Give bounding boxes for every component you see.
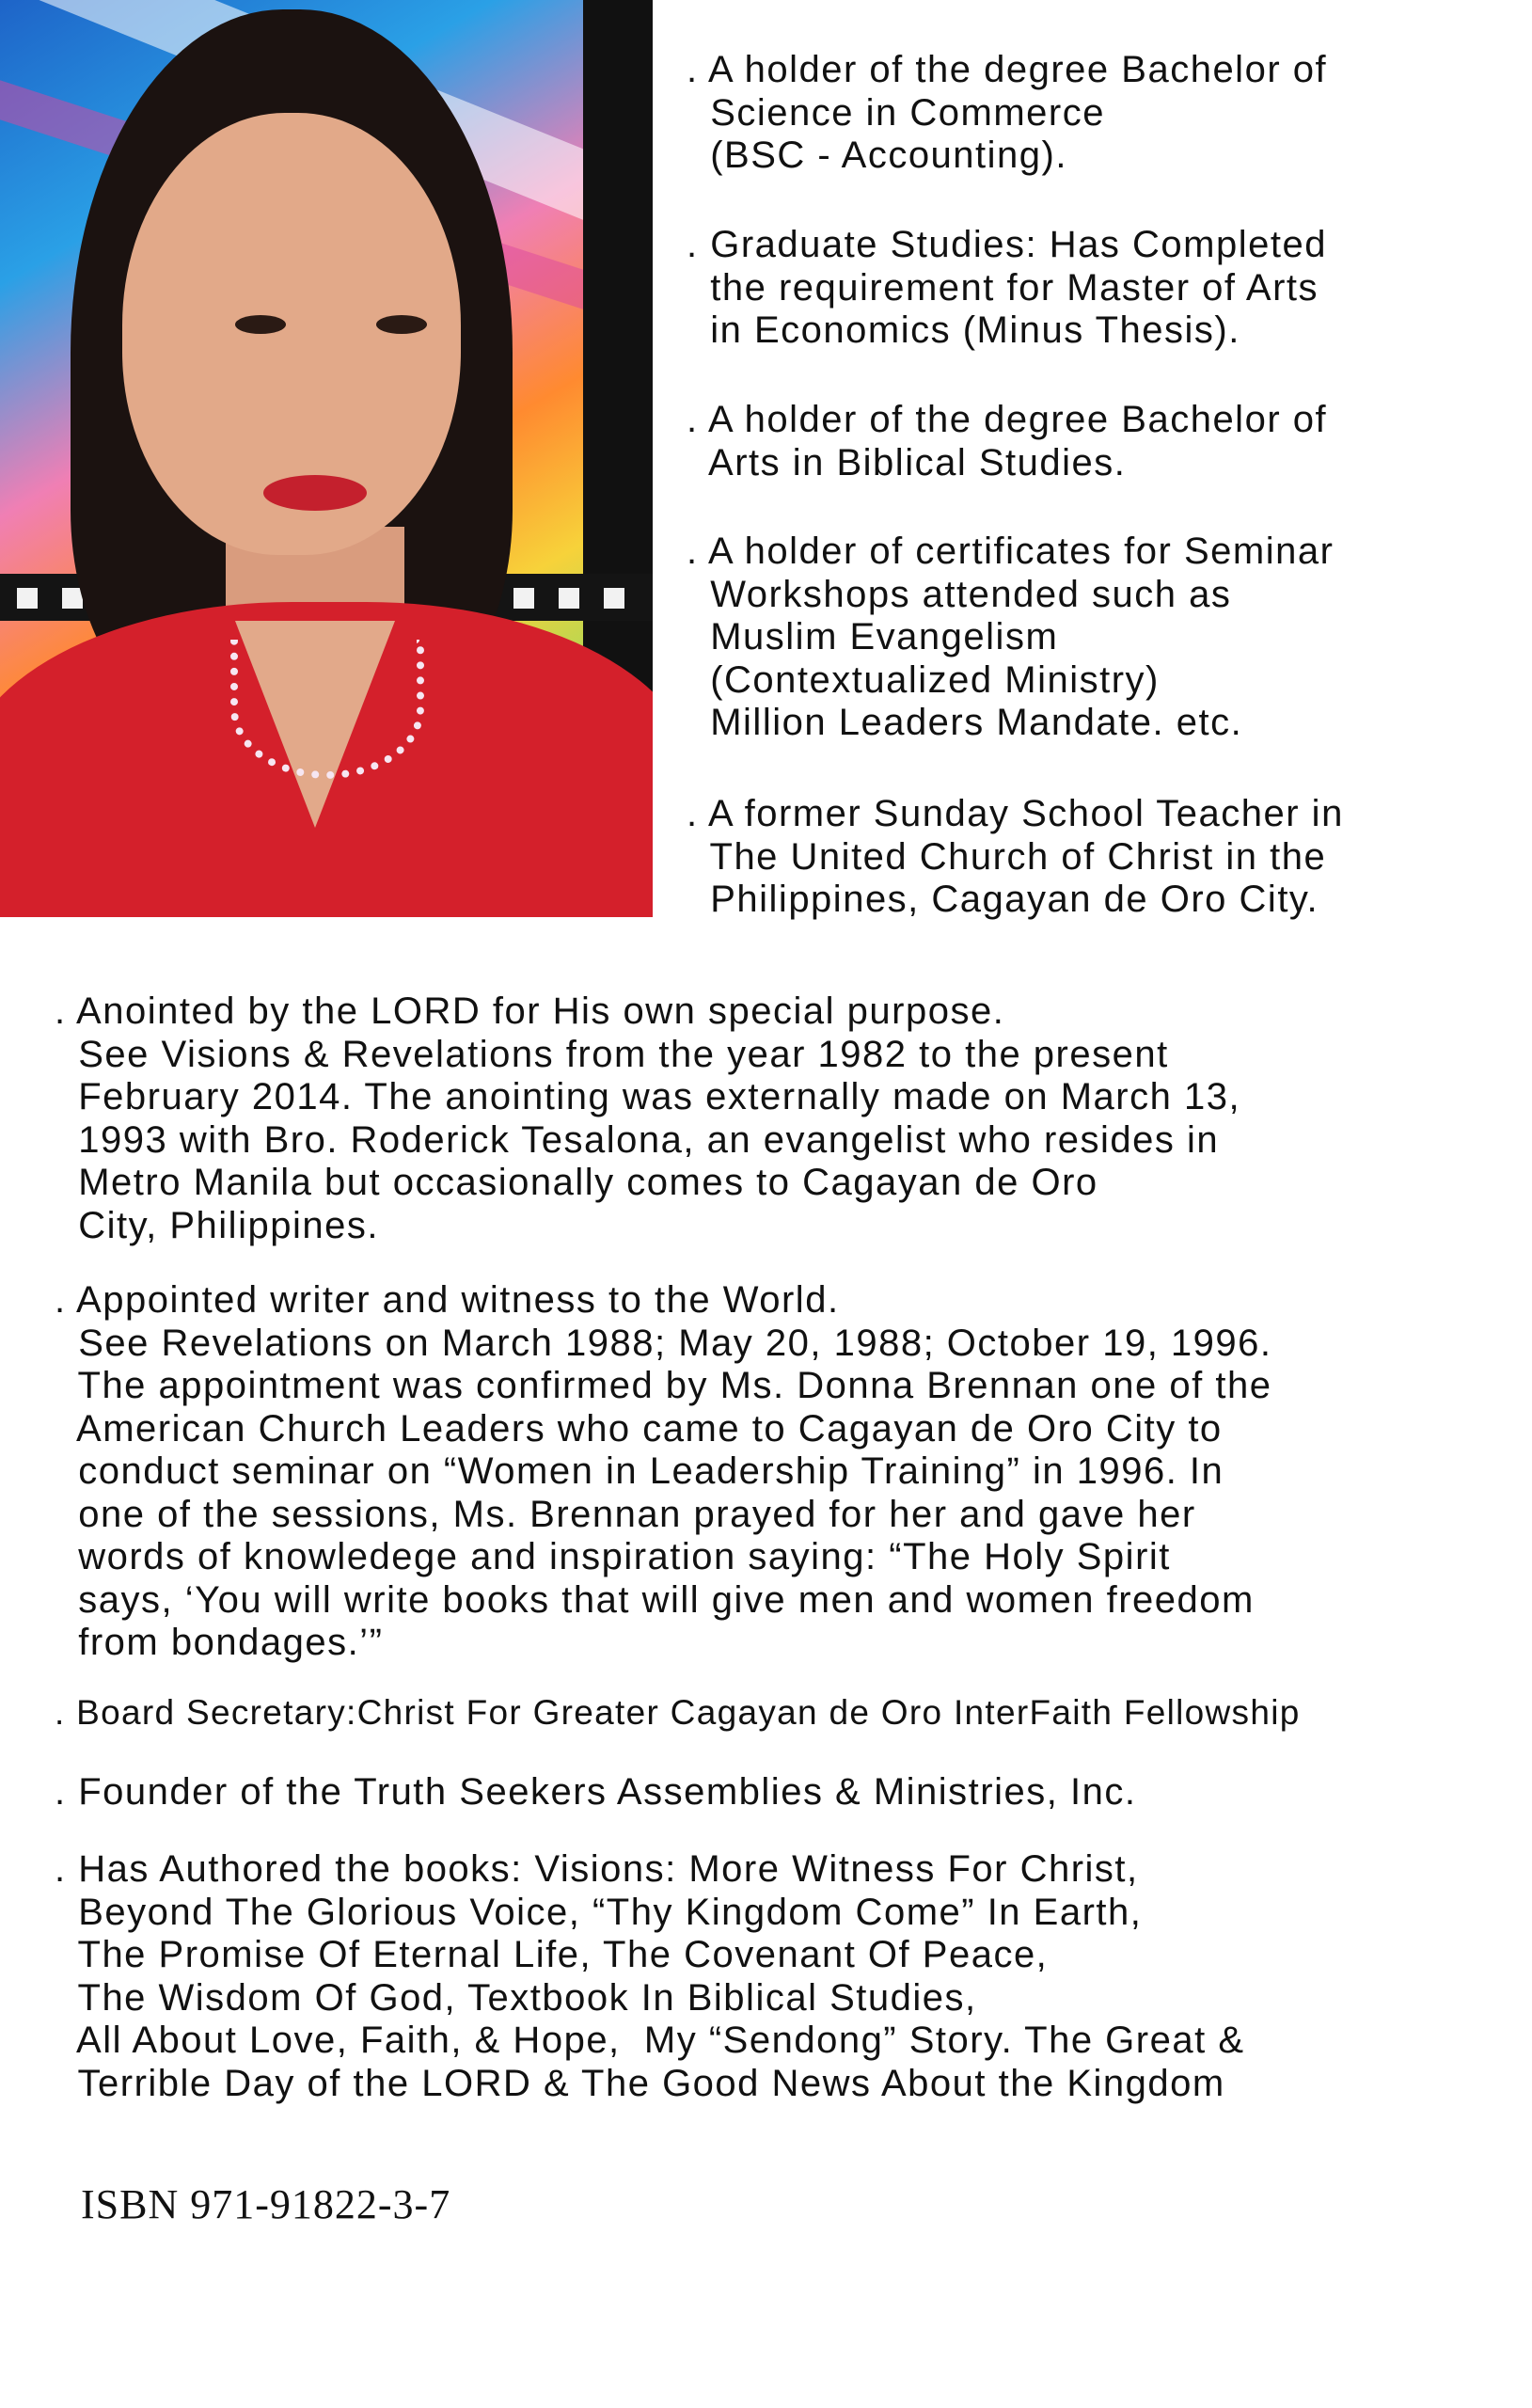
credential-biblical: . A holder of the degree Bachelor of Arts in Biblical Studies. xyxy=(687,399,1328,483)
item-books: . Has Authored the books: Visions: More Witness For Christ, Beyond The Glorious Voice, “Thy Kingdom Come” In Earth, The Promise Of Eternal Life, The Covenant Of Peace, The Wisdom Of God, Textbook In Biblical Studies, All About Love, Faith, & Hope, My “Sendong” Story. The Great & Terrible Day of the LORD & The Good News About the Kingdom xyxy=(55,1848,1245,2104)
credential-teacher: . A former Sunday School Teacher in The United Church of Christ in the Philippines, Cagayan de Oro City. xyxy=(687,793,1344,920)
item-anointed: . Anointed by the LORD for His own special purpose. See Visions & Revelations from the year 1982 to the present February 2014. The anointing was externally made on March 13, 1993 with Bro. Roderick Tesalona, an evangelist who resides in Metro Manila but occasionally comes to Cagayan de Oro City, Philippines. xyxy=(55,990,1241,1246)
credential-bsc: . A holder of the degree Bachelor of Science in Commerce (BSC - Accounting). xyxy=(687,49,1328,176)
credential-graduate: . Graduate Studies: Has Completed the requirement for Master of Arts in Economics (Minus Thesis). xyxy=(687,224,1327,351)
item-board-secretary: . Board Secretary:Christ For Greater Cagayan de Oro InterFaith Fellowship xyxy=(55,1693,1301,1732)
item-founder: . Founder of the Truth Seekers Assemblies & Ministries, Inc. xyxy=(55,1771,1137,1813)
credential-seminars: . A holder of certificates for Seminar Workshops attended such as Muslim Evangelism (Contextualized Ministry) Million Leaders Mandate. etc. xyxy=(687,531,1335,743)
item-appointed: . Appointed writer and witness to the World. See Revelations on March 1988; May 20, 1988; October 19, 1996. The appointment was confirmed by Ms. Donna Brennan one of the American Church Leaders who came to Cagayan de Oro City to conduct seminar on “Women in Leadership Training” in 1996. In one of the sessions, Ms. Brennan prayed for her and gave her words of knowledege and inspiration saying: “The Holy Spirit says, ‘You will write books that will give men and women freedom from bondages.’” xyxy=(55,1279,1272,1663)
author-portrait xyxy=(0,0,653,917)
isbn-number: ISBN 971-91822-3-7 xyxy=(81,2181,451,2227)
